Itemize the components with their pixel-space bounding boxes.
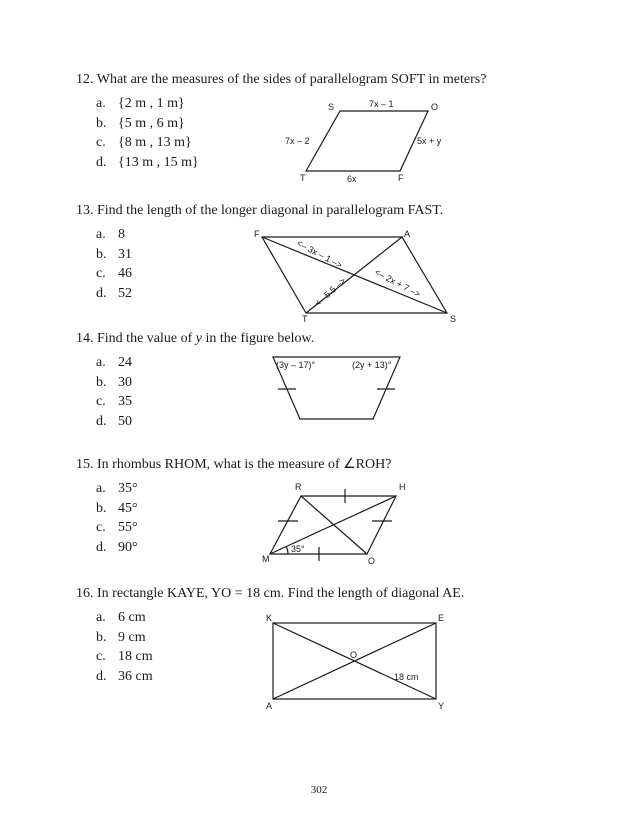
option-c[interactable]: c. 46 [96,266,132,281]
question-text: 14. Find the value of y in the figure below. [76,331,315,346]
vertex-m: M [262,554,270,564]
side-label-right: 5x + y [417,136,442,146]
option-c[interactable]: c. 55° [96,520,138,535]
question-text: 16. In rectangle KAYE, YO = 18 cm. Find the length of diagonal AE. [76,586,465,601]
segment-label-5-5: <– 5.5 –> [312,275,348,309]
segment-label-3x-1: <– 3x – 1 –> [295,237,344,271]
option-a[interactable]: a. 6 cm [96,610,146,625]
option-a[interactable]: a. 24 [96,355,132,370]
option-a[interactable]: a. {2 m , 1 m} [96,96,185,111]
vertex-y: Y [438,701,445,711]
segment-label-2x-7: <– 2x + 7 –> [373,266,423,300]
length-label: 18 cm [394,672,419,682]
vertex-a: A [404,229,411,239]
vertex-o: O [368,556,376,566]
option-b[interactable]: b. 45° [96,500,138,516]
angle-label-right: (2y + 13)° [352,360,392,370]
question-text: 15. In rhombus RHOM, what is the measure of ∠ROH? [76,457,392,472]
option-a[interactable]: a. 8 [96,227,125,242]
side-label-bottom: 6x [347,174,357,184]
side-label-left: 7x – 2 [285,136,310,146]
option-d[interactable]: d. 52 [96,285,132,301]
option-b[interactable]: b. 30 [96,374,132,390]
option-d[interactable]: d. 36 cm [96,668,153,684]
option-a[interactable]: a. 35° [96,481,138,496]
angle-label-left: (3y – 17)° [276,360,316,370]
page-number: 302 [310,784,328,796]
option-d[interactable]: d. {13 m , 15 m} [96,154,199,170]
option-d[interactable]: d. 90° [96,539,138,555]
question-text: 12. What are the measures of the sides of parallelogram SOFT in meters? [76,72,487,87]
vertex-o: O [431,102,439,112]
vertex-s: S [328,102,335,112]
option-c[interactable]: c. 18 cm [96,649,153,664]
question-text: 13. Find the length of the longer diagonal in parallelogram FAST. [76,203,444,218]
option-d[interactable]: d. 50 [96,413,132,429]
vertex-f: F [398,173,404,183]
vertex-k: K [266,613,273,623]
option-c[interactable]: c. 35 [96,394,132,409]
angle-label: 35° [291,544,305,554]
option-b[interactable]: b. 9 cm [96,629,146,645]
option-b[interactable]: b. 31 [96,246,132,262]
vertex-t: T [302,314,308,324]
vertex-f: F [254,229,260,239]
vertex-e: E [438,613,445,623]
vertex-s: S [450,314,457,324]
option-c[interactable]: c. {8 m , 13 m} [96,135,192,150]
vertex-r: R [295,482,302,492]
vertex-a: A [266,701,273,711]
vertex-t: T [300,173,306,183]
option-b[interactable]: b. {5 m , 6 m} [96,115,185,131]
side-label-top: 7x – 1 [369,99,394,109]
vertex-h: H [399,482,406,492]
center-o: O [350,650,358,660]
